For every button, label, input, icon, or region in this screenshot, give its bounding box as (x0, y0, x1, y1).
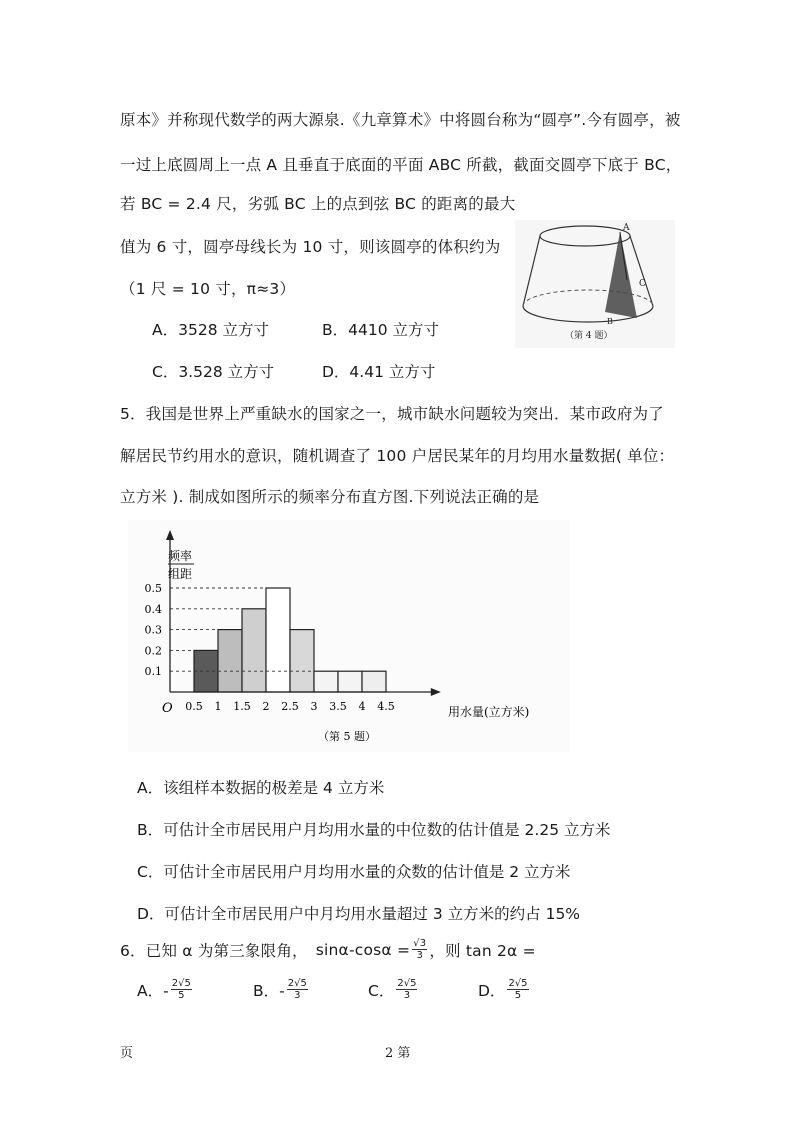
x-tick-label: 3.5 (329, 700, 347, 713)
q6-option-b-denominator: 3 (294, 990, 301, 1001)
histogram-bar (242, 609, 266, 692)
q6-option-c-numerator: 2√5 (397, 978, 417, 989)
q6-fraction-numerator: √3 (413, 938, 427, 949)
q6-option-b (253, 978, 310, 1001)
figure-4-truncated-cone (515, 220, 675, 348)
q4-text-line-4: 值为 6 寸，圆亭母线长为 10 寸，则该圆亭的体积约为 (120, 238, 501, 256)
q4-option-d: D．4.41 立方寸 (322, 363, 436, 381)
q5-text-line-3: 立方米 ). 制成如图所示的频率分布直方图.下列说法正确的是 (120, 488, 540, 506)
q4-text-line-2: 一过上底圆周上一点 A 且垂直于底面的平面 ABC 所截，截面交圆亭下底于 BC， (120, 156, 682, 174)
q6-prefix: 6．已知 α 为第三象限角， (120, 941, 308, 960)
x-tick-label: 1.5 (233, 700, 251, 713)
q6-stem (120, 938, 536, 961)
x-axis-label: 用水量(立方米) (448, 705, 530, 719)
figure-5-frequency-histogram (128, 520, 570, 752)
y-tick-label: 0.4 (144, 602, 162, 616)
x-tick-label: 0.5 (185, 700, 203, 713)
q5-option-b: B．可估计全市居民用户月均用水量的中位数的估计值是 2.25 立方米 (137, 821, 611, 839)
histogram-bar (266, 588, 290, 692)
x-tick-label: 4 (358, 700, 366, 713)
q6-option-c-fraction (396, 978, 417, 1001)
q5-option-d: D．可估计全市居民用户中月均用水量超过 3 立方米的约占 15% (137, 905, 581, 923)
y-axis-label-denominator: 组距 (168, 567, 193, 581)
q6-option-c (368, 978, 419, 1001)
q4-option-a: A．3528 立方寸 (152, 321, 269, 339)
q6-option-b-label: B．- (253, 981, 285, 1000)
q6-fraction-denominator: 3 (416, 950, 424, 961)
q6-option-a-label: A．- (137, 981, 169, 1000)
histogram-bar (338, 671, 362, 692)
figure-4-label-b: B (607, 317, 613, 326)
y-axis-label-numerator: 频率 (168, 549, 193, 563)
q5-text-line-1: 5．我国是世界上严重缺水的国家之一，城市缺水问题较为突出．某市政府为了 (120, 405, 664, 423)
figure-4-label-a: A (623, 223, 630, 233)
q6-option-a-numerator: 2√5 (171, 978, 191, 989)
figure-4-label-c: C (639, 279, 646, 289)
x-tick-label: 4.5 (377, 700, 395, 713)
q6-option-d-fraction (507, 978, 528, 1001)
q6-fraction (412, 938, 427, 961)
x-tick-label: 2.5 (281, 700, 299, 713)
origin-label: O (162, 701, 173, 716)
q4-text-line-1: 原本》并称现代数学的两大源泉.《九章算术》中将圆台称为“圆亭”.今有圆亭，被 (120, 111, 681, 129)
q5-option-c: C．可估计全市居民用户月均用水量的众数的估计值是 2 立方米 (137, 863, 571, 881)
q5-option-a: A．该组样本数据的极差是 4 立方米 (137, 779, 385, 797)
q6-option-b-numerator: 2√5 (287, 978, 307, 989)
x-tick-label: 3 (310, 700, 318, 713)
histogram-bar (362, 671, 386, 692)
q6-option-c-denominator: 3 (403, 990, 411, 1001)
q4-option-b: B．4410 立方寸 (322, 321, 440, 339)
figure-4-caption: （第 4 题） (565, 331, 613, 341)
y-tick-label: 0.3 (144, 623, 162, 637)
footer-page-text: 页 (120, 1046, 134, 1061)
y-tick-label: 0.2 (144, 644, 162, 658)
q6-option-a (137, 978, 194, 1001)
figure-5-caption: （第 5 题） (318, 730, 376, 743)
q6-expression: sinα-cosα = (315, 940, 411, 959)
q6-option-c-label: C． (368, 981, 395, 1000)
x-tick-label: 1 (214, 700, 222, 713)
q4-option-c: C．3.528 立方寸 (152, 363, 275, 381)
q4-text-line-5: （1 尺 = 10 寸，π≈3） (120, 280, 296, 298)
histogram-bar (290, 630, 314, 692)
q6-option-d-label: D． (478, 981, 506, 1000)
y-tick-label: 0.5 (144, 582, 162, 595)
q6-option-a-fraction (171, 978, 192, 1001)
q5-text-line-2: 解居民节约用水的意识，随机调查了 100 户居民某年的月均用水量数据( 单位： (120, 447, 675, 465)
q6-option-b-fraction (287, 978, 308, 1001)
q6-option-a-denominator: 5 (178, 990, 185, 1001)
q4-text-line-3: 若 BC = 2.4 尺，劣弧 BC 上的点到弦 BC 的距离的最大 (120, 195, 516, 213)
q6-option-d-numerator: 2√5 (508, 978, 528, 989)
q6-suffix: ，则 tan 2α = (429, 941, 536, 960)
histogram-bar (314, 671, 338, 692)
q6-option-d-denominator: 5 (514, 990, 522, 1001)
y-tick-label: 0.1 (144, 665, 162, 679)
x-tick-label: 2 (262, 700, 270, 713)
footer-page-number: 2 第 (385, 1046, 411, 1061)
histogram-bar (218, 630, 242, 692)
q6-option-d (478, 978, 531, 1001)
